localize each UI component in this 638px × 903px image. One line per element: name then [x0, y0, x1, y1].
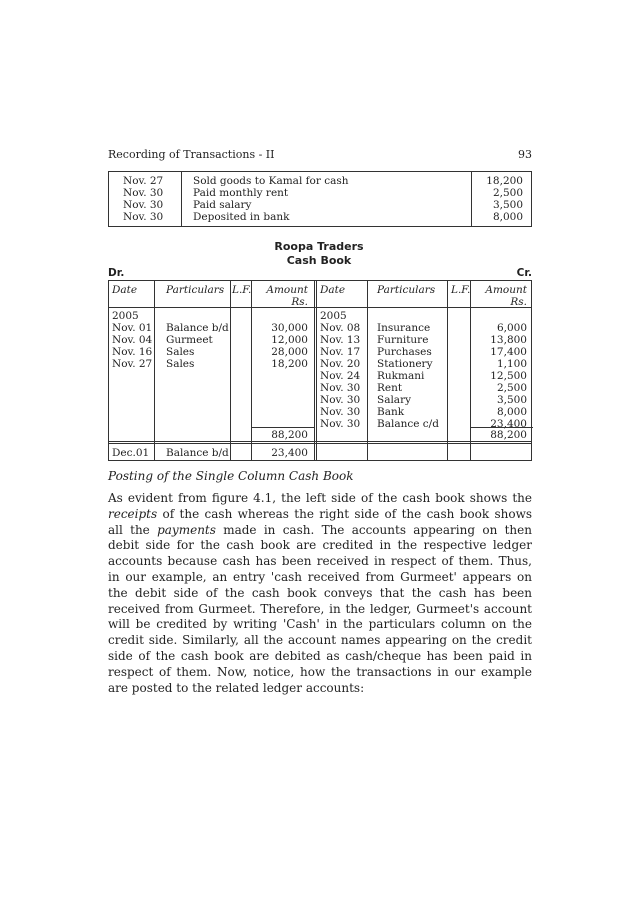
credit-amount: 8,000: [496, 406, 527, 418]
credit-particulars: Insurance: [377, 322, 431, 334]
header-date: Date: [320, 284, 346, 296]
opening-date: Dec.01: [112, 447, 150, 459]
debit-amount: 30,000: [271, 322, 308, 334]
debit-particulars: Sales: [166, 346, 195, 358]
debit-date: Nov. 04: [112, 334, 153, 346]
header-particulars: Particulars: [166, 284, 225, 296]
credit-date: Nov. 17: [320, 346, 361, 358]
credit-amount: 6,000: [496, 322, 527, 334]
credit-particulars: Stationery: [377, 358, 433, 370]
company-name: Roopa Traders: [274, 240, 364, 253]
emphasis-payments: payments: [157, 522, 216, 537]
emphasis-receipts: receipts: [108, 506, 158, 521]
transaction-row: [109, 187, 531, 199]
credit-date: Nov. 30: [320, 418, 361, 430]
credit-date: Nov. 30: [320, 394, 361, 406]
debit-particulars: Gurmeet: [166, 334, 213, 346]
section-caption: Posting of the Single Column Cash Book: [108, 469, 354, 483]
credit-date: Nov. 13: [320, 334, 361, 346]
tx-date: Nov. 30: [123, 211, 164, 223]
para-text: of the cash whereas the right side of the cash book shows all the: [108, 506, 532, 537]
credit-amount: 1,100: [496, 358, 527, 370]
debit-particulars: Sales: [166, 358, 195, 370]
header-rule: [109, 307, 531, 308]
transaction-row: [109, 175, 531, 187]
total-rule: [251, 427, 314, 428]
header-lf: L.F.: [232, 284, 252, 296]
tx-desc: Deposited in bank: [193, 211, 290, 223]
tx-date: Nov. 27: [123, 175, 164, 187]
running-header: [108, 148, 532, 161]
credit-total: 88,200: [490, 429, 527, 441]
credit-particulars: Bank: [377, 406, 405, 418]
tx-desc: Paid monthly rent: [193, 187, 289, 199]
body-paragraph: [108, 491, 532, 696]
credit-date: Nov. 08: [320, 322, 361, 334]
year-label: 2005: [112, 310, 139, 322]
tx-date: Nov. 30: [123, 199, 164, 211]
header-amount: Amount: [266, 284, 308, 296]
debit-particulars: Balance b/d: [166, 322, 229, 334]
header-lf: L.F.: [451, 284, 471, 296]
credit-date: Nov. 30: [320, 406, 361, 418]
debit-total: 88,200: [271, 429, 308, 441]
credit-label: Cr.: [516, 267, 532, 279]
running-title: Recording of Transactions - II: [108, 148, 275, 161]
para-text: As evident from figure 4.1, the left side of the cash book shows the: [108, 491, 532, 505]
header-amount: Amount: [485, 284, 527, 296]
tx-desc: Paid salary: [193, 199, 252, 211]
tx-amount: 18,200: [486, 175, 523, 187]
opening-particulars: Balance b/d: [166, 447, 229, 459]
debit-amount: 18,200: [271, 358, 308, 370]
credit-amount: 3,500: [496, 394, 527, 406]
tx-desc: Sold goods to Kamal for cash: [193, 175, 349, 187]
credit-amount: 23,400: [490, 418, 527, 430]
debit-amount: 28,000: [271, 346, 308, 358]
tx-date: Nov. 30: [123, 187, 164, 199]
header-date: Date: [112, 284, 138, 296]
credit-particulars: Balance c/d: [377, 418, 439, 430]
tx-amount: 2,500: [492, 187, 523, 199]
credit-particulars: Salary: [377, 394, 412, 406]
para-text: made in cash. The accounts appearing on then debit side for the cash book are credited in the respective ledger accounts because cash has been received in respect of them. Thus, in our example, an entry 'cash received from Gurmeet' appears on the debit side of the cash book conveys that the cash has been received from Gurmeet. Therefore, in the ledger, Gurmeet's account will be credited by writing 'Cash' in the particulars column on the credit side. Similarly, all the account names appearing on the credit side of the cash book are debited as cash/cheque has been paid in respect of them. Now, notice, how the transactions in our example are posted to the related ledger accounts:: [108, 522, 532, 695]
total-rule: [470, 427, 533, 428]
header-particulars: Particulars: [377, 284, 436, 296]
credit-amount: 17,400: [490, 346, 527, 358]
credit-particulars: Purchases: [377, 346, 432, 358]
credit-amount: 13,800: [490, 334, 527, 346]
year-label: 2005: [320, 310, 347, 322]
credit-date: Nov. 24: [320, 370, 361, 382]
cash-book-table: [108, 280, 532, 461]
tx-amount: 3,500: [492, 199, 523, 211]
credit-particulars: Furniture: [377, 334, 429, 346]
total-double-rule: [109, 441, 531, 444]
credit-amount: 2,500: [496, 382, 527, 394]
debit-amount: 12,000: [271, 334, 308, 346]
credit-particulars: Rent: [377, 382, 403, 394]
debit-date: Nov. 16: [112, 346, 153, 358]
credit-amount: 12,500: [490, 370, 527, 382]
debit-label: Dr.: [108, 267, 125, 279]
transaction-row: [109, 199, 531, 211]
tx-amount: 8,000: [492, 211, 523, 223]
debit-date: Nov. 01: [112, 322, 153, 334]
transactions-box: [108, 171, 532, 227]
transaction-row: [109, 211, 531, 223]
credit-particulars: Rukmani: [377, 370, 425, 382]
credit-date: Nov. 20: [320, 358, 361, 370]
cashbook-title: Cash Book: [286, 254, 352, 267]
header-rs: Rs.: [291, 296, 308, 308]
credit-date: Nov. 30: [320, 382, 361, 394]
opening-amount: 23,400: [271, 447, 308, 459]
header-rs: Rs.: [510, 296, 527, 308]
debit-date: Nov. 27: [112, 358, 153, 370]
page-number: 93: [518, 148, 532, 161]
